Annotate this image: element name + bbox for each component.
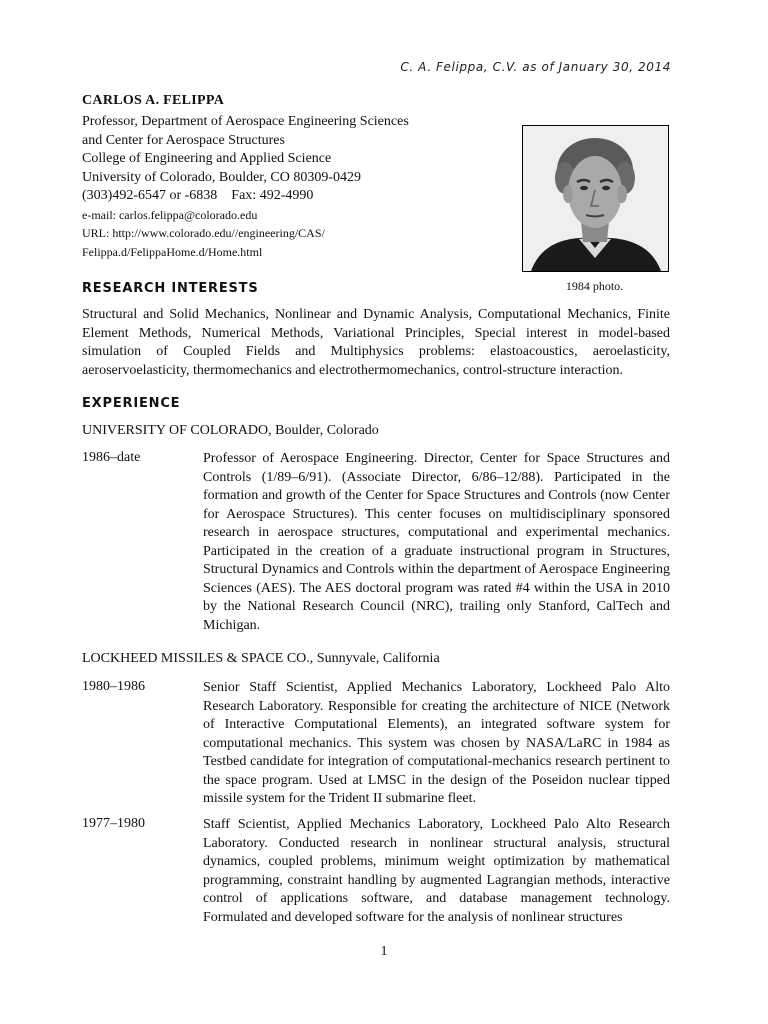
entry-description: Senior Staff Scientist, Applied Mechanics Laboratory, Lockheed Palo Alto Research Laboratory. Responsible for creating the architecture of NICE (Network of Interactive Computational Elements), an integrated software system for computational mechanics. This system was chosen by NASA/LaRC in 1984 as Testbed candidate for integration of computational-mechanics research pertinent to the space program. Used at LMSC in the design of the Poseidon nuclear tipped missile system for the Trident II submarine fleet. — [203, 680, 670, 806]
center-line: and Center for Aerospace Structures — [82, 132, 285, 148]
portrait-image — [523, 126, 668, 271]
entry-description: Professor of Aerospace Engineering. Director, Center for Space Structures and Controls (1/89–6/91). (Associate Director, 6/86–12/88). Participated in the formation and growth of the Center for Space Structures and Controls (now Center for Aerospace Structures). This center focuses on multidisciplinary sponsored research in aerospace structures, computational and experimental mechanics. Participated in the creation of a graduate instructional program in Structures, Structural Dynamics and Controls within the department of Aerospace Engineering Sciences (AES). The AES doctoral program was rated #4 within the USA in 2010 by the National Research Council (NRC), trailing only Stanford, CalTech and Michigan. — [203, 451, 670, 633]
entry-date: 1986–date — [82, 450, 141, 465]
entry-date: 1977–1980 — [82, 816, 145, 831]
experience-heading: EXPERIENCE — [82, 396, 181, 411]
research-interests-heading: RESEARCH INTERESTS — [82, 281, 259, 296]
position-line: Professor, Department of Aerospace Engineering Sciences — [82, 114, 409, 129]
portrait-photo — [522, 125, 669, 272]
phone-fax-line: (303)492-6547 or -6838 Fax: 492-4990 — [82, 188, 314, 203]
address-line: University of Colorado, Boulder, CO 80309-0429 — [82, 169, 362, 185]
page-number: 1 — [380, 944, 388, 959]
url-line-1: URL: http://www.colorado.edu//engineering/CAS/ — [82, 226, 325, 240]
employer-lockheed: LOCKHEED MISSILES & SPACE CO., Sunnyvale, California — [82, 651, 440, 666]
url-line-2: Felippa.d/FelippaHome.d/Home.html — [82, 244, 263, 259]
employer-university-of-colorado: UNIVERSITY OF COLORADO, Boulder, Colorado — [82, 423, 379, 438]
research-interests-text: Structural and Solid Mechanics, Nonlinear and Dynamic Analysis, Computational Mechanics, Finite Element Methods, Numerical Methods, Variational Principles, Special interest in model-based simulation of Coupled Fields and Multiphysics problems: elastoacoustics, aeroelasticity, aeroservoelasticity, thermomechanics and electrothermomechanics, control-structure interaction. — [82, 307, 670, 378]
college-line: College of Engineering and Applied Science — [82, 151, 332, 166]
person-name: CARLOS A. FELIPPA — [82, 93, 225, 108]
contact-header — [82, 93, 502, 261]
entry-description: Staff Scientist, Applied Mechanics Laboratory, Lockheed Palo Alto Research Laboratory. Conducted research in nonlinear structural analysis, structural dynamics, coupled problems, minimum weight optimization by mathematical programming, constraint handling by augmented Lagrangian methods, interactive control of applications software, and database management technology. Formulated and developed software for the analysis of nonlinear structures — [203, 817, 670, 925]
email-line: e-mail: carlos.felippa@colorado.edu — [82, 207, 258, 222]
photo-caption: 1984 photo. — [565, 279, 624, 293]
running-head: C. A. Felippa, C.V. as of January 30, 2014 — [400, 60, 671, 74]
entry-date: 1980–1986 — [82, 679, 145, 694]
